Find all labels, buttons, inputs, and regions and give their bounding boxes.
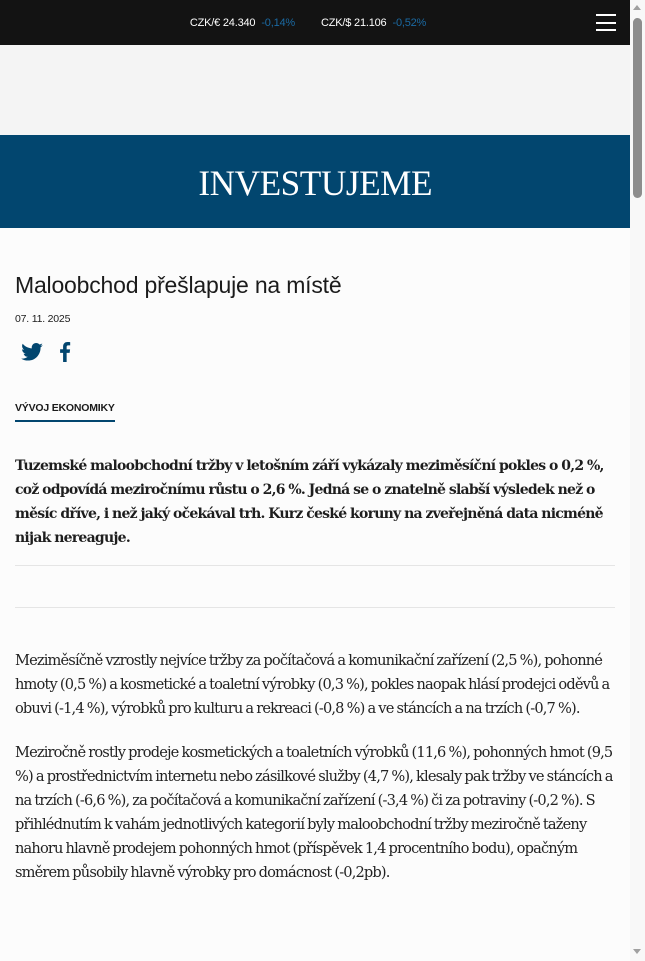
top-bar [0,0,630,45]
menu-line [596,14,616,16]
vertical-scrollbar[interactable] [630,0,645,961]
article-paragraph: Meziměsíčně vzrostly nejvíce tržby za počítačová a komunikační zařízení (2,5 %), pohonné hmoty (0,5 %) a kosmetické a toaletní výrobky (0,3 %), pokles naopak hlásí prodejci oděvů a obuvi (-1,4 %), výrobků pro kulturu a rekreaci (-0,8 %) a ve stáncích a na trzích (-0,7 %). [15,652,610,717]
divider [15,607,615,608]
facebook-icon[interactable] [59,342,71,362]
menu-line [596,22,616,24]
rate-eur-value: CZK/€ 24.340 [189,16,256,29]
share-buttons [21,342,615,362]
article-lead: Tuzemské maloobchodní tržby v letošním září vykázaly meziměsíční pokles o 0,2 %, což odpovídá meziročnímu růstu o 2,6 %. Jedná se o znatelně slabší výsledek než o měsíc dříve, i než jaký očekával trh. Kurz české koruny na zveřejněná data nicméně nijak nereaguje. [15,458,604,546]
rate-usd-value: CZK/$ 21.106 [321,16,387,29]
site-logo[interactable]: INVESTUJEME [198,162,432,203]
spacer [15,566,615,607]
article [0,271,630,885]
rate-usd-change: -0,52% [392,16,427,29]
hamburger-menu-icon[interactable] [596,14,616,31]
category-tag[interactable]: VÝVOJ EKONOMIKY [15,402,115,422]
currency-ticker [0,0,630,45]
brand-header [0,135,630,228]
rate-eur-change: -0,14% [261,16,295,29]
twitter-icon[interactable] [21,343,43,361]
scroll-down-arrow-icon[interactable] [633,949,641,954]
scrollbar-thumb[interactable] [633,18,642,198]
ad-placeholder [0,45,630,135]
article-date: 07. 11. 2025 [15,313,71,325]
scroll-up-arrow-icon[interactable] [633,5,641,10]
menu-line [596,29,616,31]
article-title: Maloobchod přešlapuje na místě [15,272,342,298]
rate-eur[interactable] [190,17,295,29]
article-paragraph: Meziročně rostly prodeje kosmetických a toaletních výrobků (11,6 %), pohonných hmot (9,5 %) a prostřednictvím internetu nebo zásilkové služby (4,7 %), klesaly pak tržby ve stáncích a na trzích (-6,6 %), za počítačová a komunikační zařízení (-3,4 %) či za potraviny (-0,2 %). S přihlédnutím k vahám jednotlivých kategorií byly maloobchodní tržby meziročně taženy nahoru hlavně prodejem pohonných hmot (příspěvek 1,4 procentního bodu), opačným směrem působily hlavně výrobky pro domácnost (-0,2pb). [15,744,613,881]
rate-usd[interactable] [321,17,426,29]
